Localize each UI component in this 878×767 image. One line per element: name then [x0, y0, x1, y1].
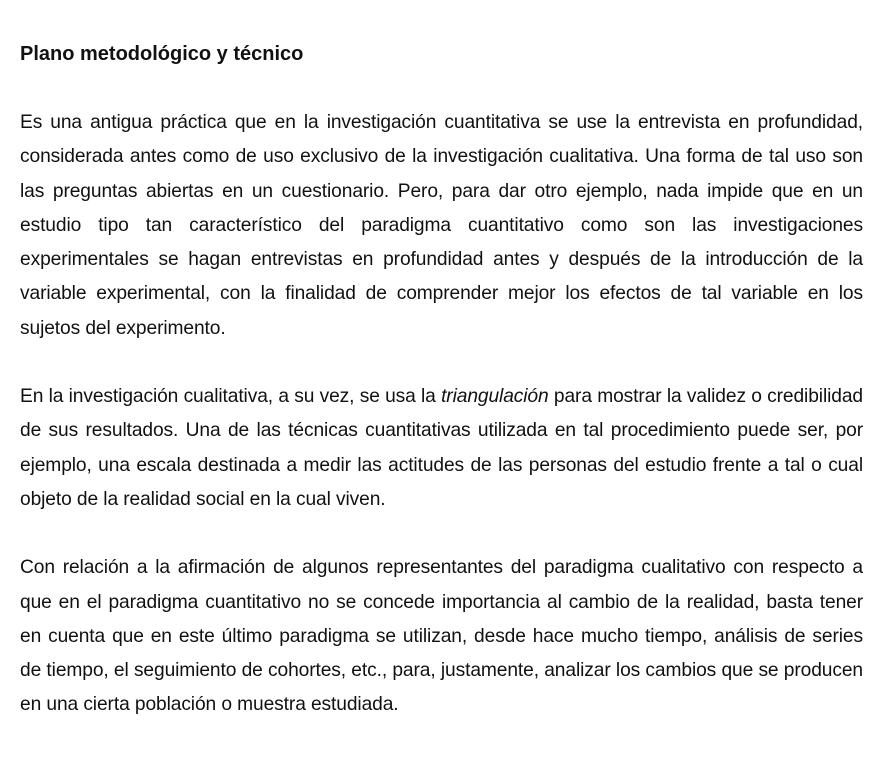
section-heading: Plano metodológico y técnico [20, 43, 304, 65]
paragraph-2-emphasis: triangulación [441, 386, 549, 408]
paragraph-2 [20, 380, 863, 517]
paragraph-3: Con relación a la afirmación de algunos representantes del paradigma cualitativo con respecto a que en el paradigma cuantitativo no se concede importancia al cambio de la realidad, basta tener en cuenta que en este último paradigma se utilizan, desde hace mucho tiempo, análisis de series de tiempo, el seguimiento de cohortes, etc., para, justamente, analizar los cambios que se producen en una cierta población o muestra estudiada. [20, 557, 863, 716]
paragraph-1: Es una antigua práctica que en la investigación cuantitativa se use la entrevista en profundidad, considerada antes como de uso exclusivo de la investigación cualitativa. Una forma de tal uso son las preguntas abiertas en un cuestionario. Pero, para dar otro ejemplo, nada impide que en un estudio tipo tan característico del paradigma cuantitativo como son las investigaciones experimentales se hagan entrevistas en profundidad antes y después de la introducción de la variable experimental, con la finalidad de comprender mejor los efectos de tal variable en los sujetos del experimento. [20, 112, 863, 339]
paragraph-2-text-after: para mostrar la validez o credibilidad de sus resultados. Una de las técnicas cuantitativas utilizada en tal procedimiento puede ser, por ejemplo, una escala destinada a medir las actitudes de las personas del estudio frente a tal o cual objeto de la realidad social en la cual viven. [20, 386, 863, 510]
document-page [20, 36, 863, 723]
paragraph-2-text-before: En la investigación cualitativa, a su vez, se usa la [20, 386, 442, 408]
